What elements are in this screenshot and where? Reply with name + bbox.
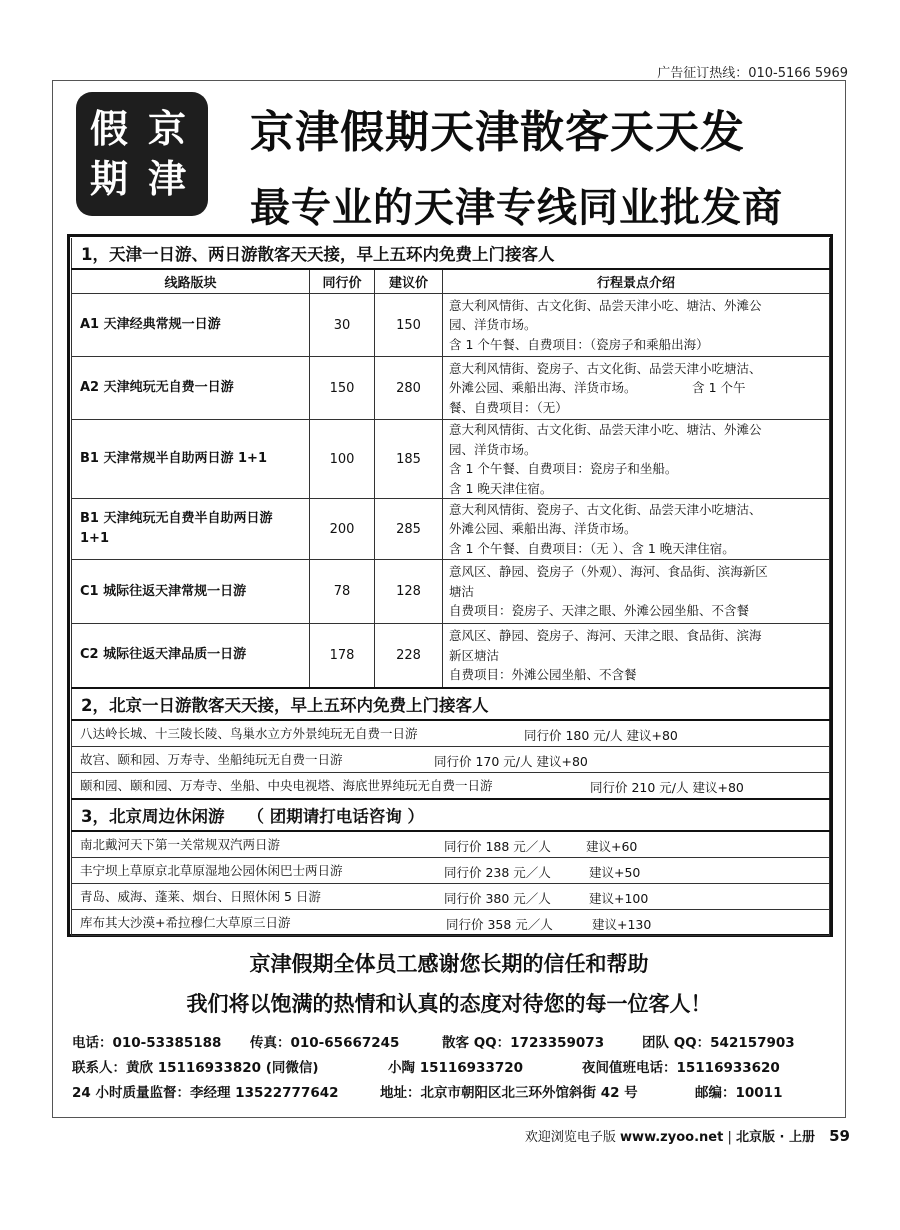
contact-qq-group: 团队 QQ：542157903 bbox=[642, 1035, 795, 1051]
route-price: 同行价 170 元/人 建议+80 bbox=[434, 753, 588, 769]
logo-char: 假 bbox=[90, 106, 129, 151]
logo-char: 京 bbox=[148, 106, 187, 151]
peer-price: 30 bbox=[310, 294, 375, 357]
thanks-line-1: 京津假期全体员工感谢您长期的信任和帮助 bbox=[249, 952, 649, 976]
route-name: A2 天津纯玩无自费一日游 bbox=[72, 357, 310, 420]
section-2-heading: 2，北京一日游散客天天接，早上五环内免费上门接客人 bbox=[72, 688, 830, 720]
route-name: A1 天津经典常规一日游 bbox=[72, 294, 310, 357]
table-row bbox=[72, 357, 830, 420]
suggested-price: 280 bbox=[375, 357, 443, 420]
table-row bbox=[72, 831, 830, 858]
section-3-heading: 3，北京周边休闲游 （ 团期请打电话咨询 ） bbox=[72, 799, 830, 831]
route-name: 丰宁坝上草原京北草原湿地公园休闲巴士两日游 bbox=[80, 863, 343, 878]
suggested-price: 285 bbox=[375, 499, 443, 560]
table-row bbox=[72, 294, 830, 357]
page-subtitle: 最专业的天津专线同业批发商 bbox=[250, 185, 783, 231]
footer-edition: 北京版 · 上册 bbox=[735, 1130, 815, 1145]
contact-phone: 电话：010-53385188 bbox=[72, 1035, 222, 1051]
contact-person: 联系人：黄欣 15116933820 (同微信) bbox=[72, 1060, 319, 1076]
contact-qq-retail: 散客 QQ：1723359073 bbox=[442, 1035, 605, 1051]
suggested-price: 128 bbox=[375, 560, 443, 624]
suggested-price: 228 bbox=[375, 624, 443, 688]
logo bbox=[76, 92, 208, 216]
route-suggest: 建议+50 bbox=[589, 864, 641, 880]
route-name: 库布其大沙漠+希拉穆仁大草原三日游 bbox=[80, 915, 291, 930]
logo-char: 津 bbox=[148, 156, 187, 201]
section-1-heading: 1，天津一日游、两日游散客天天接，早上五环内免费上门接客人 bbox=[72, 238, 830, 269]
route-name: 南北戴河天下第一关常规双汽两日游 bbox=[80, 837, 281, 852]
route-name: B1 天津纯玩无自费半自助两日游 1+1 bbox=[72, 499, 310, 560]
route-suggest: 建议+130 bbox=[592, 916, 652, 932]
route-description: 意风区、静园、瓷房子、海河、天津之眼、食品街、滨海 新区塘沽 自费项目：外滩公园坐船、不含餐 bbox=[443, 624, 830, 688]
contact-night-line: 夜间值班电话：15116933620 bbox=[582, 1060, 780, 1076]
route-name: 八达岭长城、十三陵长陵、鸟巢水立方外景纯玩无自费一日游 bbox=[80, 726, 418, 741]
route-suggest: 建议+100 bbox=[589, 890, 649, 906]
route-price: 同行价 188 元／人 bbox=[444, 838, 551, 854]
ad-hotline: 广告征订热线：010-5166 5969 bbox=[657, 66, 848, 81]
suggested-price: 185 bbox=[375, 420, 443, 499]
table-row bbox=[72, 560, 830, 624]
route-price: 同行价 180 元/人 建议+80 bbox=[524, 727, 678, 743]
route-description: 意大利风情街、瓷房子、古文化街、品尝天津小吃塘沽、 外滩公园、乘船出海、洋货市场。 含 1 个午 餐、自费项目：（无） bbox=[443, 357, 830, 420]
leisure-route bbox=[72, 831, 830, 858]
route-description: 意风区、静园、瓷房子（外观）、海河、食品街、滨海新区 塘沽 自费项目：瓷房子、天津之眼、外滩公园坐船、不含餐 bbox=[443, 560, 830, 624]
beijing-route bbox=[72, 746, 830, 772]
contact-address: 地址：北京市朝阳区北三环外馆斜街 42 号 bbox=[380, 1085, 638, 1101]
route-name: B1 天津常规半自助两日游 1+1 bbox=[72, 420, 310, 499]
route-price: 同行价 210 元/人 建议+80 bbox=[590, 779, 744, 795]
peer-price: 178 bbox=[310, 624, 375, 688]
contact-person-2: 小陶 15116933720 bbox=[388, 1060, 524, 1076]
route-suggest: 建议+60 bbox=[586, 838, 638, 854]
logo-char: 期 bbox=[90, 156, 129, 201]
column-header: 线路版块 bbox=[72, 269, 310, 294]
leisure-route bbox=[72, 883, 830, 909]
peer-price: 100 bbox=[310, 420, 375, 499]
footer-welcome: 欢迎浏览电子版 bbox=[524, 1130, 616, 1145]
leisure-route bbox=[72, 909, 830, 935]
table-row bbox=[72, 883, 830, 909]
column-header: 行程景点介绍 bbox=[443, 269, 830, 294]
route-name: 青岛、威海、蓬莱、烟台、日照休闲 5 日游 bbox=[80, 889, 321, 904]
footer-divider: | bbox=[727, 1130, 732, 1145]
route-description: 意大利风情街、瓷房子、古文化街、品尝天津小吃塘沽、 外滩公园、乘船出海、洋货市场。 含 1 个午餐、自费项目：（无 ）、含 1 晚天津住宿。 bbox=[443, 499, 830, 560]
beijing-route bbox=[72, 772, 830, 799]
route-price: 同行价 358 元／人 bbox=[446, 916, 553, 932]
beijing-route bbox=[72, 720, 830, 747]
table-row bbox=[72, 772, 830, 799]
route-name: C2 城际往返天津品质一日游 bbox=[72, 624, 310, 688]
table-row bbox=[72, 909, 830, 935]
route-table bbox=[71, 238, 830, 936]
footer-url[interactable]: www.zyoo.net bbox=[620, 1130, 724, 1145]
route-name: 故宫、颐和园、万寿寺、坐船纯玩无自费一日游 bbox=[80, 752, 343, 767]
table-row bbox=[72, 857, 830, 883]
contact-zip: 邮编：10011 bbox=[695, 1085, 783, 1101]
column-header: 建议价 bbox=[375, 269, 443, 294]
route-price: 同行价 380 元／人 bbox=[444, 890, 551, 906]
contact-fax: 传真：010-65667245 bbox=[250, 1035, 400, 1051]
table-row bbox=[72, 720, 830, 747]
peer-price: 150 bbox=[310, 357, 375, 420]
page-footer bbox=[525, 1126, 850, 1145]
table-row bbox=[72, 746, 830, 772]
contact-supervisor: 24 小时质量监督：李经理 13522777642 bbox=[72, 1085, 339, 1101]
leisure-route bbox=[72, 857, 830, 883]
table-row bbox=[72, 624, 830, 688]
peer-price: 200 bbox=[310, 499, 375, 560]
route-description: 意大利风情街、古文化街、品尝天津小吃、塘沽、外滩公 园、洋货市场。 含 1 个午餐、自费项目：瓷房子和坐船。 含 1 晚天津住宿。 bbox=[443, 420, 830, 499]
route-name: C1 城际往返天津常规一日游 bbox=[72, 560, 310, 624]
table-row bbox=[72, 420, 830, 499]
table-row bbox=[72, 499, 830, 560]
route-price: 同行价 238 元／人 bbox=[444, 864, 551, 880]
peer-price: 78 bbox=[310, 560, 375, 624]
column-header: 同行价 bbox=[310, 269, 375, 294]
page-title: 京津假期天津散客天天发 bbox=[250, 107, 745, 158]
thanks-line-2: 我们将以饱满的热情和认真的态度对待您的每一位客人！ bbox=[186, 992, 712, 1016]
route-name: 颐和园、颐和园、万寿寺、坐船、中央电视塔、海底世界纯玩无自费一日游 bbox=[80, 778, 493, 793]
route-description: 意大利风情街、古文化街、品尝天津小吃、塘沽、外滩公 园、洋货市场。 含 1 个午餐、自费项目：（瓷房子和乘船出海） bbox=[443, 294, 830, 357]
suggested-price: 150 bbox=[375, 294, 443, 357]
page-number: 59 bbox=[829, 1127, 850, 1145]
